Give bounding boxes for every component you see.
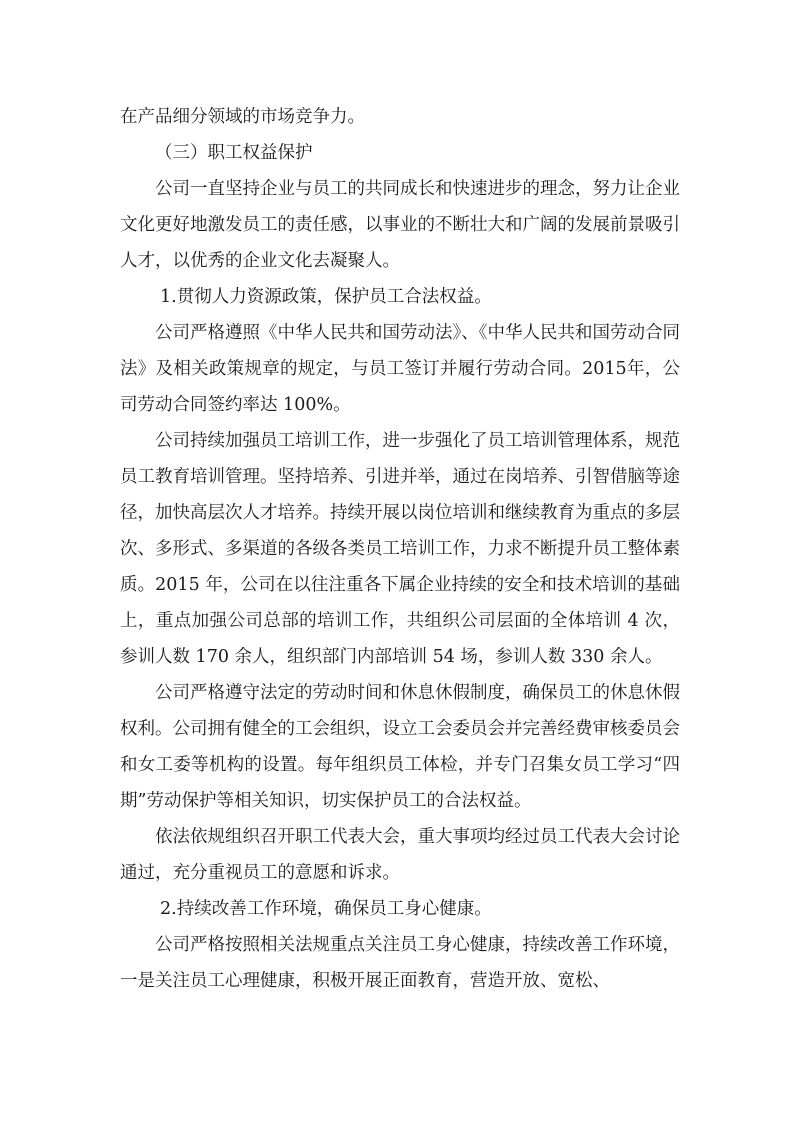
document-body	[120, 99, 680, 999]
section-heading: （三）职工权益保护	[155, 143, 313, 163]
subsection-heading: 2.持续改善工作环境，确保员工身心健康。	[160, 899, 492, 919]
paragraph: 公司严格遵守法定的劳动时间和休息休假制度，确保员工的休息休假权利。公司拥有健全的工会组织，设立工会委员会并完善经费审核委员会和女工委等机构的设置。每年组织员工体检，并专门召集女员工学习“四期”劳动保护等相关知识，切实保护员工的合法权益。	[120, 683, 680, 811]
paragraph: 公司持续加强员工培训工作，进一步强化了员工培训管理体系，规范员工教育培训管理。坚持培养、引进并举，通过在岗培养、引智借脑等途径，加快高层次人才培养。持续开展以岗位培训和继续教育为重点的多层次、多形式、多渠道的各级各类员工培训工作，力求不断提升员工整体素质。2015 年，公司在以往注重各下属企业持续的安全和技术培训的基础上，重点加强公司总部的培训工作，共组织公司层面的全体培训 4 次，参训人数 170 余人，组织部门内部培训 54 场，参训人数 330 余人。	[120, 431, 680, 667]
paragraph-continuation: 在产品细分领域的市场竞争力。	[120, 107, 365, 127]
subsection-heading: 1.贯彻人力资源政策，保护员工合法权益。	[160, 287, 492, 307]
paragraph: 公司一直坚持企业与员工的共同成长和快速进步的理念，努力让企业文化更好地激发员工的责任感，以事业的不断壮大和广阔的发展前景吸引人才，以优秀的企业文化去凝聚人。	[120, 179, 680, 271]
paragraph: 依法依规组织召开职工代表大会，重大事项均经过员工代表大会讨论通过，充分重视员工的意愿和诉求。	[120, 827, 680, 883]
paragraph: 公司严格按照相关法规重点关注员工身心健康，持续改善工作环境，一是关注员工心理健康，积极开展正面教育，营造开放、宽松、	[120, 935, 680, 991]
paragraph: 公司严格遵照《中华人民共和国劳动法》、《中华人民共和国劳动合同法》及相关政策规章的规定，与员工签订并履行劳动合同。2015年，公司劳动合同签约率达 100%。	[120, 323, 680, 415]
